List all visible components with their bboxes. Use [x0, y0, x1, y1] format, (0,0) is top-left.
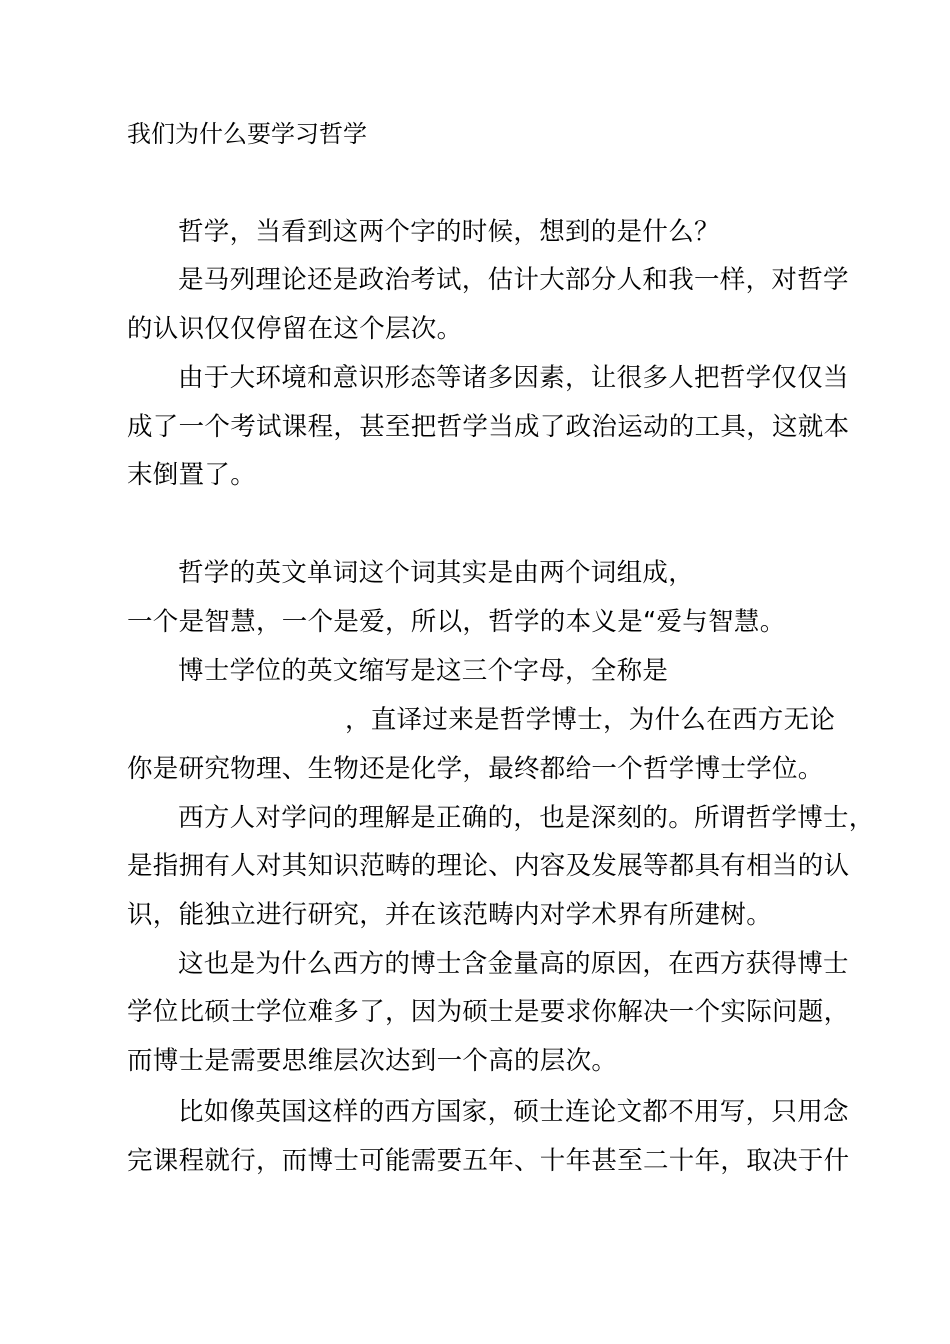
document-title: 我们为什么要学习哲学 — [127, 120, 367, 148]
text-line: 完课程就行，而博士可能需要五年、十年甚至二十年，取决于什 — [127, 1146, 850, 1176]
text-line: 识，能独立进行研究，并在该范畴内对学术界有所建树。 — [127, 900, 773, 930]
text-line: 你是研究物理、生物还是化学，最终都给一个哲学博士学位。 — [127, 754, 824, 784]
text-line: 哲学，当看到这两个字的时候，想到的是什么？ — [178, 217, 720, 247]
text-line: 比如像英国这样的西方国家，硕士连论文都不用写，只用念 — [178, 1097, 849, 1127]
text-line: 哲学的英文单词这个词其实是由两个词组成， — [178, 558, 695, 588]
text-line: 成了一个考试课程，甚至把哲学当成了政治运动的工具，这就本 — [127, 412, 850, 442]
text-line: 由于大环境和意识形态等诸多因素，让很多人把哲学仅仅当 — [178, 363, 849, 393]
text-line: 是马列理论还是政治考试，估计大部分人和我一样，对哲学 — [178, 265, 849, 295]
text-line: 这也是为什么西方的博士含金量高的原因，在西方获得博士 — [178, 949, 849, 979]
text-line: 西方人对学问的理解是正确的，也是深刻的。所谓哲学博士， — [178, 803, 875, 833]
text-line: 而博士是需要思维层次达到一个高的层次。 — [127, 1046, 618, 1076]
text-line: 末倒置了。 — [127, 460, 257, 490]
text-line: 一个是智慧，一个是爱，所以，哲学的本义是“爱与智慧。 — [127, 607, 786, 637]
text-line: 的认识仅仅停留在这个层次。 — [127, 314, 463, 344]
text-line: ，直译过来是哲学博士，为什么在西方无论 — [345, 705, 836, 735]
text-line: 博士学位的英文缩写是这三个字母，全称是 — [178, 656, 669, 686]
text-line: 是指拥有人对其知识范畴的理论、内容及发展等都具有相当的认 — [127, 851, 850, 881]
text-line: 学位比硕士学位难多了，因为硕士是要求你解决一个实际问题， — [127, 997, 850, 1027]
